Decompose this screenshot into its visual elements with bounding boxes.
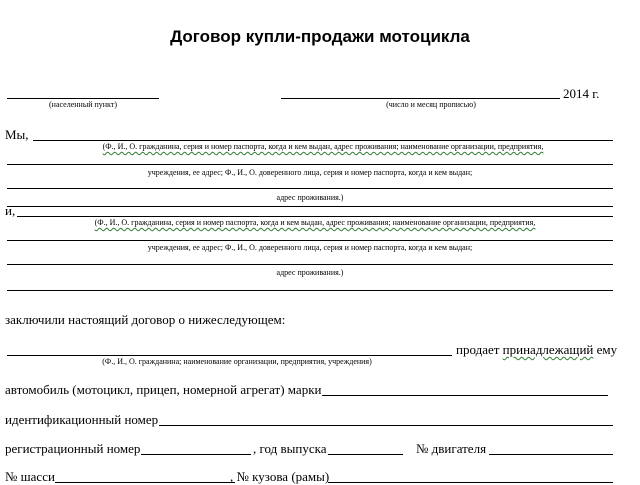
party2-line-3[interactable] <box>7 264 613 265</box>
vehicle-label: автомобиль (мотоцикл, прицеп, номерной агрегат) марки <box>5 382 322 397</box>
vin-line[interactable] <box>159 425 613 426</box>
reg-line[interactable] <box>141 454 251 455</box>
party2-hint-3: адрес проживания.) <box>276 268 344 277</box>
year-text: 2014 г. <box>563 86 600 101</box>
body-label: , № кузова (рамы) <box>230 469 330 484</box>
seller-hint: (Ф., И., О. гражданина; наименование организации, предприятия, учреждения) <box>102 357 372 366</box>
party1-hint-1 <box>33 142 613 151</box>
party2-hint-1-text: (Ф., И., О. гражданина, серия и номер паспорта, когда и кем выдан, адрес проживания; наименование организации, предприятия, <box>94 218 536 227</box>
year-issue-line[interactable] <box>328 454 403 455</box>
party1-line-3[interactable] <box>7 188 613 189</box>
vin-label: идентификационный номер <box>5 412 159 427</box>
party2-line-1[interactable] <box>17 216 613 217</box>
party2-hint-1 <box>17 218 613 227</box>
concluded-text: заключили настоящий договор о нижеследующем: <box>5 312 286 327</box>
party1-hint-2: учреждения, ее адрес; Ф., И., О. доверенного лица, серия и номер паспорта, когда и кем выдан; <box>147 168 473 177</box>
place-hint: (населенный пункт) <box>49 100 117 109</box>
date-hint: (число и месяц прописью) <box>386 100 476 109</box>
party1-line-2[interactable] <box>7 164 613 165</box>
party1-line-1[interactable] <box>33 140 613 141</box>
seller-line[interactable] <box>7 355 452 356</box>
vehicle-line[interactable] <box>322 395 608 396</box>
place-line[interactable] <box>7 98 159 99</box>
sells-tail-word: ему <box>596 342 618 357</box>
party2-hint-2: учреждения, ее адрес; Ф., И., О. доверенного лица, серия и номер паспорта, когда и кем выдан; <box>147 243 473 252</box>
we-label: Мы, <box>5 127 29 142</box>
engine-line[interactable] <box>489 454 613 455</box>
engine-label: № двигателя <box>416 441 487 456</box>
sells-word: продает <box>456 342 500 357</box>
party1-hint-1-text: (Ф., И., О. гражданина, серия и номер паспорта, когда и кем выдан, адрес проживания; наименование организации, предприятия, <box>102 142 544 151</box>
chassis-label: № шасси <box>5 469 55 484</box>
year-issue-label: , год выпуска <box>253 441 327 456</box>
reg-label: регистрационный номер <box>5 441 141 456</box>
document-title: Договор купли-продажи мотоцикла <box>170 27 470 46</box>
chassis-line[interactable] <box>55 482 235 483</box>
date-line[interactable] <box>281 98 560 99</box>
and-label: и, <box>5 203 16 218</box>
body-line[interactable] <box>328 482 613 483</box>
party1-line-4[interactable] <box>7 206 613 207</box>
party2-line-4[interactable] <box>7 290 613 291</box>
sells-wavy-word: принадлежащий <box>502 342 594 357</box>
sells-text <box>456 342 617 358</box>
party1-hint-3: адрес проживания.) <box>276 193 344 202</box>
party2-line-2[interactable] <box>7 240 613 241</box>
